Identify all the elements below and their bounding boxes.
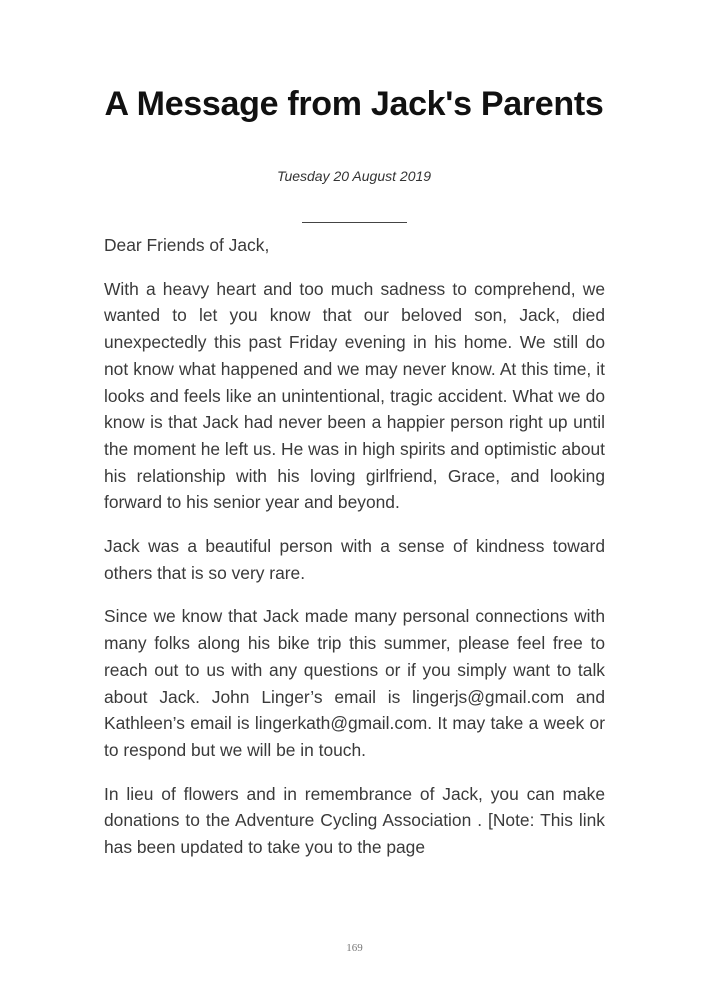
paragraph-2: Jack was a beautiful person with a sense of kindness toward others that is so very rare. xyxy=(104,536,605,583)
post-date: Tuesday 20 August 2019 xyxy=(276,168,432,184)
paragraph-1: With a heavy heart and too much sadness to comprehend, we wanted to let you know that our beloved son, Jack, died unexpectedly this past Friday evening in his home. We still do not know what happened and we may never know. At this time, it looks and feels like an unintentional, tragic accident. What we do know is that Jack had never been a happier person right up until the moment he left us. He was in high spirits and optimistic about his relationship with his loving girlfriend, Grace, and looking forward to his senior year and beyond. xyxy=(104,278,605,513)
paragraph-4: In lieu of flowers and in remembrance of Jack, you can make donations to the Adventure Cycling Association . [Note: This link has been updated to take you to the page xyxy=(104,783,605,858)
page-title: A Message from Jack's Parents xyxy=(104,85,604,123)
title-divider xyxy=(302,222,407,223)
letter-body xyxy=(104,232,605,878)
page-number: 169 xyxy=(346,942,363,954)
paragraph-3: Since we know that Jack made many personal connections with many folks along his bike trip this summer, please feel free to reach out to us with any questions or if you simply want to talk about Jack. John Linger’s email is lingerjs@gmail.com and Kathleen’s email is lingerkath@gmail.com. It may take a week or to respond but we will be in touch. xyxy=(104,606,605,760)
salutation: Dear Friends of Jack, xyxy=(104,235,270,255)
